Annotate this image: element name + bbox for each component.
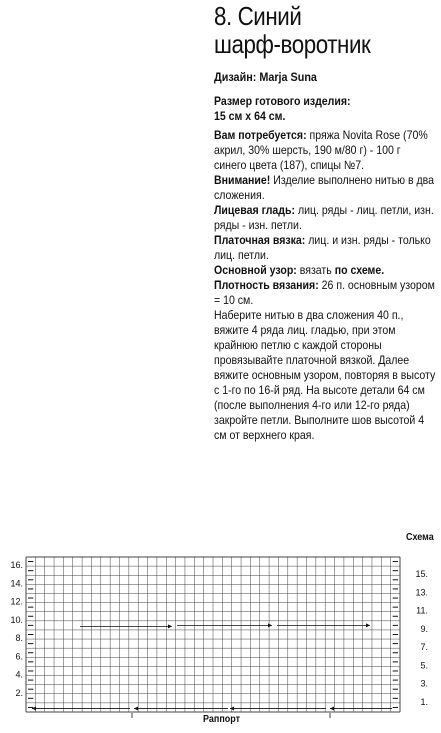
chart-title: Схема (406, 532, 434, 543)
arrow-head (268, 623, 272, 627)
row-number-right: 9. (420, 623, 428, 634)
arrow-head (366, 623, 370, 627)
size-value: 15 см х 64 см. (214, 109, 286, 123)
size-label: Размер готового изделия: (214, 94, 351, 108)
row-number-right: 15. (415, 569, 428, 580)
attention-label: Внимание! (214, 173, 271, 187)
gauge-label: Плотность вязания: (214, 278, 319, 292)
repeat-label: Раппорт (203, 714, 241, 725)
row-number-left: 2. (15, 687, 23, 698)
garter-text: лиц. и изн. ряды - только лиц. петли. (214, 233, 431, 262)
title-line-1: 8. Синий (214, 1, 302, 31)
materials-label: Вам потребуется: (214, 128, 307, 142)
row-number-left: 12. (10, 596, 23, 607)
row-number-right: 7. (420, 642, 428, 653)
pattern-label: Основной узор: (214, 263, 297, 277)
chart-grid (26, 557, 400, 712)
row-number-right: 3. (420, 678, 428, 689)
row-number-right: 5. (420, 660, 428, 671)
row-number-left: 6. (15, 651, 23, 662)
arrow-head (168, 624, 172, 628)
instructions-paragraph: Наберите нитью в два сложения 40 п., вяжите 4 ряда лиц. гладью, при этом крайнюю петлю с каждой стороны провязывайте платочной вязкой. Далее вяжите основным узором, повторяя в высоту с 1-го по 16-й ряд. На высоте детали 64 см (после выполнения 4-го или 12-го ряда) закройте петли. Выполните шов высотой 4 см от верхнего края. (214, 308, 436, 442)
materials-text: пряжа Novita Rose (70% акрил, 30% шерсть, 190 м/80 г) - 100 г синего цвета (187), спицы №7. (214, 128, 428, 172)
row-number-right: 1. (420, 696, 428, 707)
row-number-left: 8. (15, 633, 23, 644)
row-number-left: 14. (10, 578, 23, 589)
arrow-head (134, 706, 138, 710)
pattern-text: вязать (296, 263, 335, 277)
row-number-left: 10. (10, 614, 23, 625)
row-number-left: 4. (15, 669, 23, 680)
gauge-text: 26 п. основным узором = 10 см. (214, 278, 435, 307)
designer-credit: Дизайн: Marja Suna (214, 70, 317, 84)
arrow-head (330, 706, 334, 710)
row-number-right: 13. (415, 587, 428, 598)
row-number-right: 11. (416, 605, 428, 616)
arrow-head (230, 706, 234, 710)
stockinette-label: Лицевая гладь: (214, 203, 296, 217)
garter-label: Платочная вязка: (214, 233, 306, 247)
attention-text: Изделие выполнено нитью в два сложения. (214, 173, 435, 202)
title-line-2: шарф-воротник (214, 29, 371, 59)
stockinette-text: лиц. ряды - лиц. петли, изн. ряды - изн. петли. (214, 203, 434, 232)
row-number-left: 16. (10, 560, 23, 571)
pattern-bold: по схеме. (334, 263, 385, 277)
